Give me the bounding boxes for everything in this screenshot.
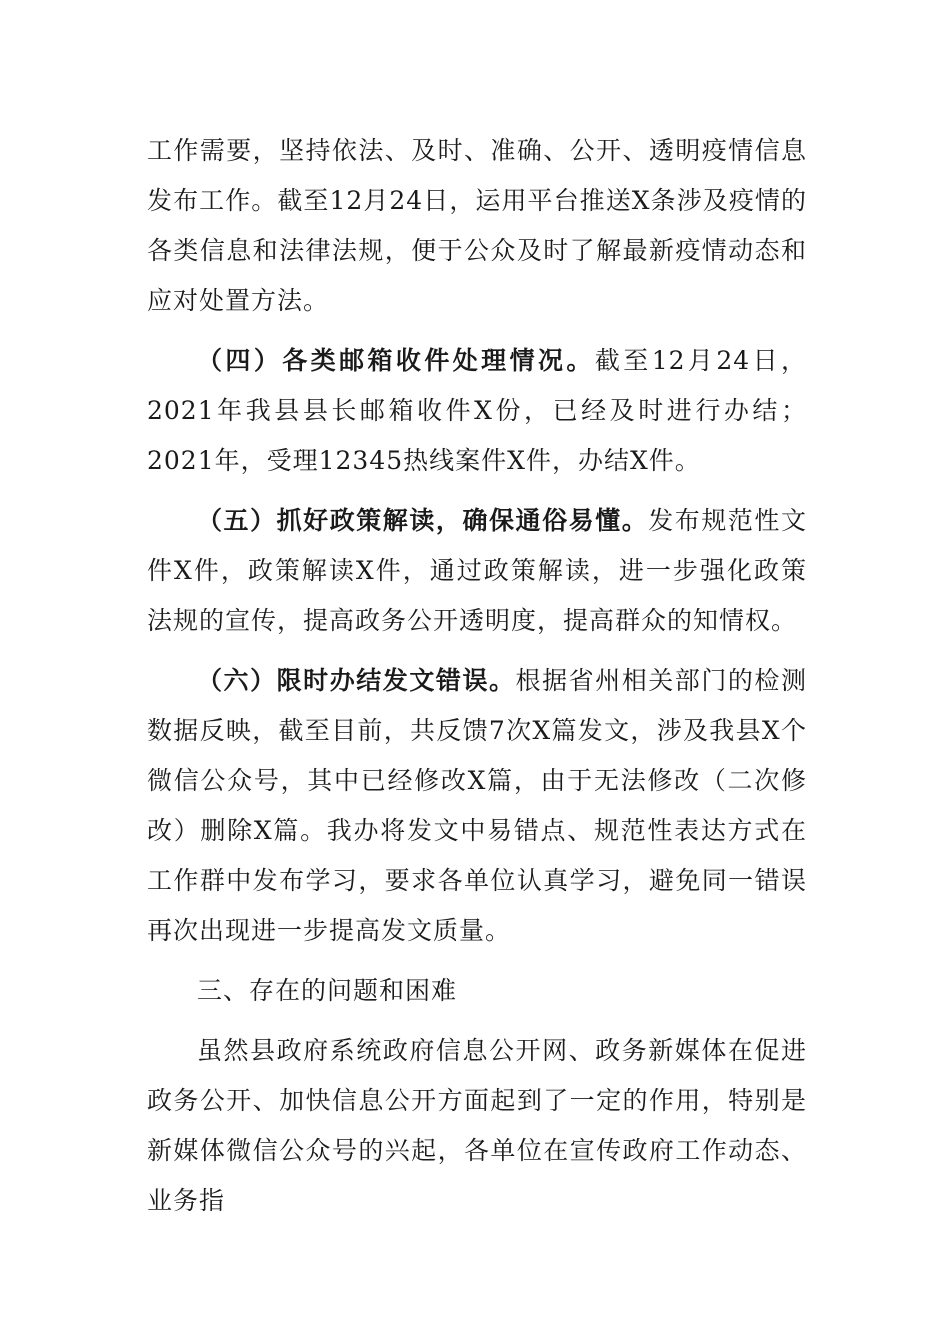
paragraph-text: 根据省州相关部门的检测数据反映，截至目前，共反馈7次X篇发文，涉及我县X个微信公众号，其中已经修改X篇，由于无法修改（二次修改）删除X篇。我办将发文中易错点、规范性表达方式在工作群中发布学习，要求各单位认真学习，避免同一错误再次出现进一步提高发文质量。 — [147, 666, 807, 945]
paragraph-title: （五）抓好政策解读，确保通俗易懂。 — [197, 506, 649, 535]
paragraph-title: （四）各类邮箱收件处理情况。 — [197, 346, 595, 375]
paragraph-policy-interpretation — [147, 496, 807, 646]
paragraph-text: 发布规范性文件X件，政策解读X件，通过政策解读，进一步强化政策法规的宣传，提高政务公开透明度，提高群众的知情权。 — [147, 506, 807, 635]
paragraph-text: 工作需要，坚持依法、及时、准确、公开、透明疫情信息发布工作。截至12月24日，运用平台推送X条涉及疫情的各类信息和法律法规，便于公众及时了解最新疫情动态和应对处置方法。 — [147, 136, 807, 315]
section-heading: 三、存在的问题和困难 — [197, 976, 458, 1005]
paragraph-epidemic-info — [147, 126, 807, 326]
paragraph-problems — [147, 1026, 807, 1226]
paragraph-title: （六）限时办结发文错误。 — [197, 666, 516, 695]
paragraph-mailbox — [147, 336, 807, 486]
paragraph-text: 截至12月24日，2021年我县县长邮箱收件X份，已经及时进行办结；2021年，受理12345热线案件X件，办结X件。 — [147, 346, 807, 475]
document-body — [147, 126, 807, 1236]
paragraph-document-errors — [147, 656, 807, 956]
paragraph-text: 虽然县政府系统政府信息公开网、政务新媒体在促进政务公开、加快信息公开方面起到了一定的作用，特别是新媒体微信公众号的兴起，各单位在宣传政府工作动态、业务指 — [147, 1036, 807, 1215]
